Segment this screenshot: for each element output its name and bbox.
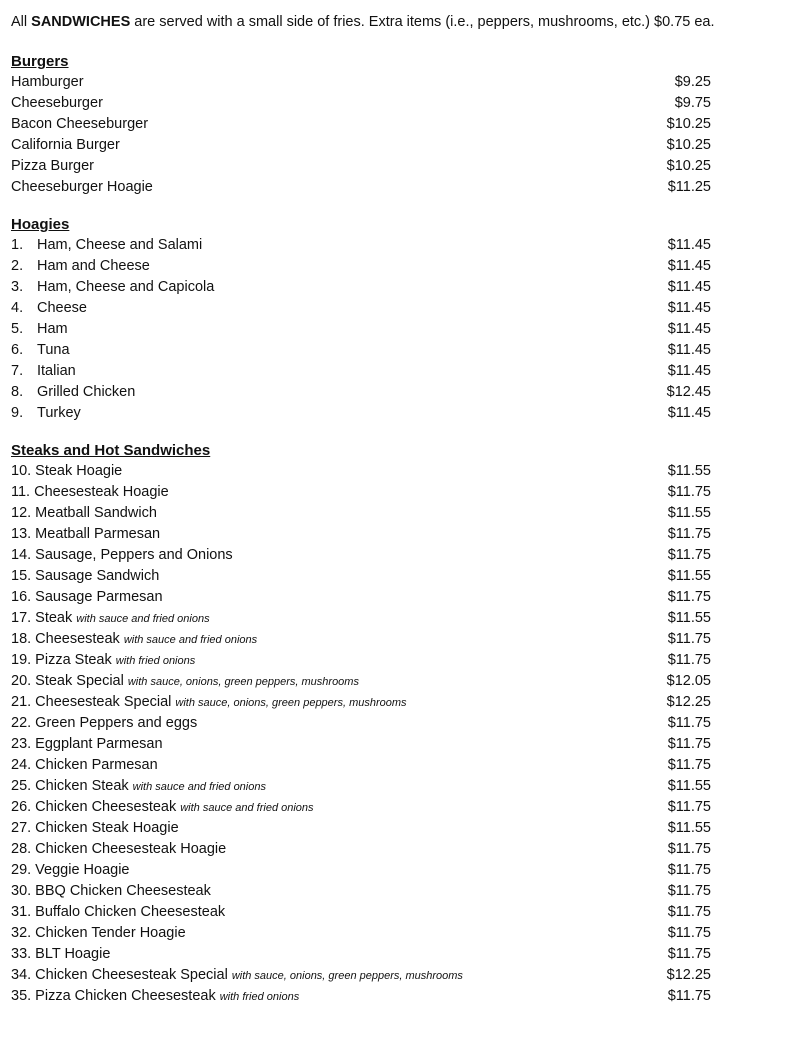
menu-item bbox=[11, 692, 711, 713]
intro-prefix: All bbox=[11, 14, 28, 30]
menu-item bbox=[11, 734, 711, 755]
item-note: with fried onions bbox=[219, 991, 300, 1003]
item-price: $11.45 bbox=[667, 342, 711, 358]
item-name: Veggie Hoagie bbox=[35, 862, 130, 878]
item-note: with sauce, onions, green peppers, mushrooms bbox=[231, 970, 463, 982]
section-burgers bbox=[11, 51, 711, 198]
intro-suffix: are served with a small side of fries. Extra items (i.e., peppers, mushrooms, etc.) $0.75 ea. bbox=[134, 14, 715, 30]
item-name: Chicken Steak bbox=[35, 778, 129, 794]
menu-item bbox=[11, 545, 711, 566]
menu-item bbox=[11, 503, 711, 524]
item-name: Steak Special bbox=[35, 673, 124, 689]
item-name: Pizza Chicken Cheesesteak bbox=[35, 988, 216, 1004]
menu-item bbox=[11, 72, 711, 93]
menu-item bbox=[11, 482, 711, 503]
item-price: $11.55 bbox=[667, 820, 711, 836]
item-price: $11.75 bbox=[667, 862, 711, 878]
intro-emphasis: SANDWICHES bbox=[31, 14, 131, 30]
item-price: $11.45 bbox=[667, 405, 711, 421]
item-name: BBQ Chicken Cheesesteak bbox=[35, 883, 211, 899]
item-price: $11.75 bbox=[667, 526, 711, 542]
menu-item bbox=[11, 461, 711, 482]
item-note: with sauce, onions, green peppers, mushrooms bbox=[127, 676, 359, 688]
item-number: 28. bbox=[11, 841, 32, 857]
item-number: 1. bbox=[11, 237, 24, 253]
item-name: Cheeseburger bbox=[11, 95, 103, 111]
menu-item bbox=[11, 965, 711, 986]
section-title-hoagies: Hoagies bbox=[11, 216, 70, 233]
item-number: 13. bbox=[11, 526, 32, 542]
item-name: Bacon Cheeseburger bbox=[11, 116, 149, 132]
item-number: 35. bbox=[11, 988, 32, 1004]
item-name: Turkey bbox=[37, 405, 81, 421]
item-number: 27. bbox=[11, 820, 32, 836]
item-number: 33. bbox=[11, 946, 32, 962]
item-name: Tuna bbox=[37, 342, 70, 358]
item-price: $11.55 bbox=[667, 505, 711, 521]
menu-item bbox=[11, 587, 711, 608]
item-price: $11.75 bbox=[667, 652, 711, 668]
hoagies-list bbox=[11, 235, 711, 424]
menu-item bbox=[11, 650, 711, 671]
item-name: Buffalo Chicken Cheesesteak bbox=[35, 904, 226, 920]
menu-item bbox=[11, 608, 711, 629]
item-price: $11.75 bbox=[667, 736, 711, 752]
item-name: Sausage Sandwich bbox=[35, 568, 160, 584]
item-price: $10.25 bbox=[666, 137, 711, 153]
item-price: $12.25 bbox=[666, 967, 711, 983]
item-price: $11.75 bbox=[667, 883, 711, 899]
item-name: Pizza Burger bbox=[11, 158, 95, 174]
item-price: $11.75 bbox=[667, 484, 711, 500]
item-name: Eggplant Parmesan bbox=[35, 736, 163, 752]
item-price: $11.75 bbox=[667, 988, 711, 1004]
item-price: $9.75 bbox=[674, 95, 711, 111]
item-price: $11.55 bbox=[667, 568, 711, 584]
item-number: 21. bbox=[11, 694, 32, 710]
item-price: $11.45 bbox=[667, 258, 711, 274]
item-name: Chicken Tender Hoagie bbox=[35, 925, 186, 941]
item-price: $9.25 bbox=[674, 74, 711, 90]
item-name: Chicken Cheesesteak bbox=[35, 799, 177, 815]
section-title-burgers: Burgers bbox=[11, 53, 69, 70]
item-name: BLT Hoagie bbox=[35, 946, 111, 962]
item-name: Cheesesteak Special bbox=[35, 694, 172, 710]
item-number: 18. bbox=[11, 631, 32, 647]
item-note: with sauce and fried onions bbox=[123, 634, 258, 646]
item-name: California Burger bbox=[11, 137, 120, 153]
item-price: $11.75 bbox=[667, 547, 711, 563]
item-number: 20. bbox=[11, 673, 32, 689]
menu-item bbox=[11, 256, 711, 277]
menu-item bbox=[11, 319, 711, 340]
menu-item bbox=[11, 93, 711, 114]
menu-item bbox=[11, 566, 711, 587]
item-name: Italian bbox=[37, 363, 76, 379]
item-name: Cheesesteak Hoagie bbox=[34, 484, 169, 500]
item-number: 9. bbox=[11, 405, 24, 421]
item-name: Chicken Cheesesteak Hoagie bbox=[35, 841, 227, 857]
item-price: $12.05 bbox=[666, 673, 711, 689]
item-price: $11.75 bbox=[667, 589, 711, 605]
item-price: $11.45 bbox=[667, 300, 711, 316]
item-number: 14. bbox=[11, 547, 32, 563]
item-price: $10.25 bbox=[666, 116, 711, 132]
menu-item bbox=[11, 277, 711, 298]
item-number: 11. bbox=[11, 484, 31, 500]
menu-item bbox=[11, 713, 711, 734]
menu-item bbox=[11, 403, 711, 424]
menu-item bbox=[11, 382, 711, 403]
item-number: 23. bbox=[11, 736, 32, 752]
item-price: $11.55 bbox=[667, 778, 711, 794]
item-price: $11.55 bbox=[667, 610, 711, 626]
item-price: $11.45 bbox=[667, 237, 711, 253]
item-price: $12.45 bbox=[666, 384, 711, 400]
item-name: Cheesesteak bbox=[35, 631, 120, 647]
item-price: $11.75 bbox=[667, 715, 711, 731]
item-name: Ham, Cheese and Salami bbox=[37, 237, 203, 253]
item-price: $12.25 bbox=[666, 694, 711, 710]
menu-item bbox=[11, 156, 711, 177]
menu-item bbox=[11, 114, 711, 135]
menu-item bbox=[11, 986, 711, 1007]
item-number: 15. bbox=[11, 568, 32, 584]
item-number: 25. bbox=[11, 778, 32, 794]
item-note: with sauce and fried onions bbox=[180, 802, 314, 814]
menu-item bbox=[11, 298, 711, 319]
section-hoagies bbox=[11, 214, 711, 424]
menu-item bbox=[11, 839, 711, 860]
menu-item bbox=[11, 135, 711, 156]
item-price: $11.75 bbox=[667, 904, 711, 920]
item-name: Chicken Cheesesteak Special bbox=[35, 967, 228, 983]
item-number: 22. bbox=[11, 715, 32, 731]
intro-text bbox=[11, 12, 715, 32]
item-number: 32. bbox=[11, 925, 32, 941]
menu-item bbox=[11, 755, 711, 776]
item-note: with sauce and fried onions bbox=[132, 781, 266, 793]
item-name: Meatball Parmesan bbox=[35, 526, 161, 542]
item-price: $11.25 bbox=[667, 179, 711, 195]
menu-item bbox=[11, 361, 711, 382]
item-note: with sauce and fried onions bbox=[76, 613, 210, 625]
item-price: $11.45 bbox=[667, 363, 711, 379]
menu-item bbox=[11, 340, 711, 361]
item-name: Chicken Parmesan bbox=[35, 757, 158, 773]
menu-item bbox=[11, 881, 711, 902]
item-name: Meatball Sandwich bbox=[35, 505, 157, 521]
item-name: Green Peppers and eggs bbox=[35, 715, 198, 731]
menu bbox=[11, 51, 711, 1007]
item-name: Pizza Steak bbox=[35, 652, 112, 668]
item-name: Cheeseburger Hoagie bbox=[11, 179, 153, 195]
menu-item bbox=[11, 235, 711, 256]
item-number: 34. bbox=[11, 967, 32, 983]
item-price: $11.75 bbox=[667, 946, 711, 962]
item-note: with fried onions bbox=[115, 655, 196, 667]
item-number: 19. bbox=[11, 652, 32, 668]
item-name: Ham, Cheese and Capicola bbox=[37, 279, 215, 295]
menu-item bbox=[11, 923, 711, 944]
item-name: Sausage, Peppers and Onions bbox=[35, 547, 233, 563]
item-name: Cheese bbox=[37, 300, 87, 316]
item-number: 2. bbox=[11, 258, 24, 274]
item-name: Steak Hoagie bbox=[35, 463, 123, 479]
item-number: 24. bbox=[11, 757, 32, 773]
menu-item bbox=[11, 818, 711, 839]
item-number: 29. bbox=[11, 862, 32, 878]
item-number: 4. bbox=[11, 300, 24, 316]
item-name: Steak bbox=[35, 610, 73, 626]
item-number: 30. bbox=[11, 883, 32, 899]
menu-item bbox=[11, 776, 711, 797]
item-number: 31. bbox=[11, 904, 32, 920]
menu-item bbox=[11, 524, 711, 545]
item-name: Ham and Cheese bbox=[37, 258, 150, 274]
item-number: 7. bbox=[11, 363, 24, 379]
item-name: Ham bbox=[37, 321, 68, 337]
section-steaks bbox=[11, 440, 711, 1007]
menu-item bbox=[11, 671, 711, 692]
steaks-list bbox=[11, 461, 711, 1007]
item-number: 26. bbox=[11, 799, 32, 815]
menu-item bbox=[11, 860, 711, 881]
item-price: $11.45 bbox=[667, 321, 711, 337]
menu-item bbox=[11, 902, 711, 923]
item-price: $11.75 bbox=[667, 631, 711, 647]
item-number: 5. bbox=[11, 321, 24, 337]
menu-item bbox=[11, 629, 711, 650]
item-price: $10.25 bbox=[666, 158, 711, 174]
item-number: 12. bbox=[11, 505, 32, 521]
section-title-steaks: Steaks and Hot Sandwiches bbox=[11, 442, 211, 459]
item-price: $11.45 bbox=[667, 279, 711, 295]
item-number: 16. bbox=[11, 589, 32, 605]
item-name: Sausage Parmesan bbox=[35, 589, 163, 605]
menu-item bbox=[11, 944, 711, 965]
burgers-list bbox=[11, 72, 711, 198]
item-price: $11.75 bbox=[667, 925, 711, 941]
menu-item bbox=[11, 797, 711, 818]
item-number: 17. bbox=[11, 610, 32, 626]
item-note: with sauce, onions, green peppers, mushrooms bbox=[175, 697, 407, 709]
item-price: $11.55 bbox=[667, 463, 711, 479]
item-number: 10. bbox=[11, 463, 32, 479]
item-number: 8. bbox=[11, 384, 24, 400]
menu-item bbox=[11, 177, 711, 198]
item-number: 3. bbox=[11, 279, 24, 295]
item-price: $11.75 bbox=[667, 799, 711, 815]
item-price: $11.75 bbox=[667, 841, 711, 857]
item-name: Grilled Chicken bbox=[37, 384, 136, 400]
item-number: 6. bbox=[11, 342, 24, 358]
item-name: Hamburger bbox=[11, 74, 84, 90]
item-name: Chicken Steak Hoagie bbox=[35, 820, 179, 836]
item-price: $11.75 bbox=[667, 757, 711, 773]
